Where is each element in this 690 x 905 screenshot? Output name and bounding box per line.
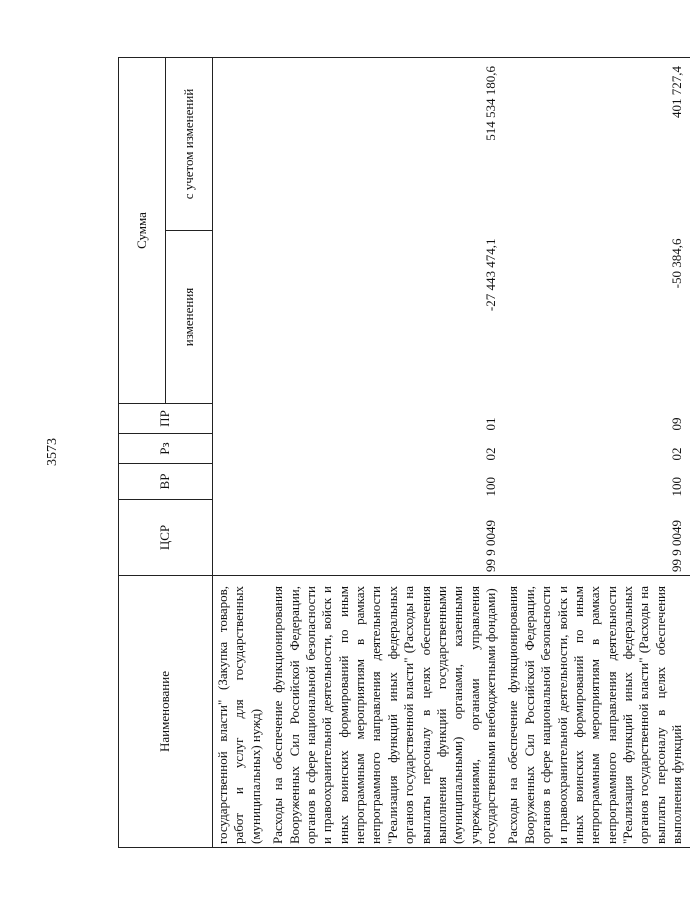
row-change: -27 443 474,1: [483, 238, 498, 312]
row-total: 514 534 180,6: [268, 58, 503, 231]
header-pr: ПР: [119, 404, 213, 434]
table-row: [213, 58, 269, 848]
row-vr: [213, 464, 269, 500]
row-vr: 100: [483, 477, 498, 497]
row-vr: 100: [669, 477, 685, 497]
header-changes: изменения: [166, 231, 213, 404]
header-csr: ЦСР: [119, 500, 213, 576]
row-csr: 99 9 0049: [669, 520, 685, 572]
row-rz: [213, 434, 269, 464]
row-change: -50 384,6: [669, 238, 685, 289]
row-total: 401 727,4: [503, 58, 689, 231]
row-csr: [213, 500, 269, 576]
row-pr: [213, 404, 269, 434]
header-rz: Рз: [119, 434, 213, 464]
row-rz: 02: [669, 447, 685, 461]
row-change: [213, 231, 269, 404]
header-with-changes: с учетом изменений: [166, 58, 213, 231]
rotated-table-page: [118, 58, 685, 848]
budget-table: [118, 57, 690, 848]
header-name: Наименование: [119, 576, 213, 848]
row-total: [213, 58, 269, 231]
row-rz: 02: [483, 447, 498, 461]
header-sum: Сумма: [119, 58, 166, 404]
page-number: 3573: [45, 438, 60, 466]
table-row: [503, 58, 689, 848]
row-pr: 09: [669, 417, 685, 431]
row-csr: 99 9 0049: [483, 520, 498, 572]
row-name: Расходы на обеспечение функционирования Вооруженных Сил Российской Федерации, органов в сфере национальной безопасности и правоохранительной деятельности, войск и иных воинских формирований по иным непрограммным мероприятиям в рамках непрограммного направления деятельности "Реализация функций иных федеральных органов государственной власти" (Расходы на выплаты персоналу в целях обеспечения выполнения функций государственными (муниципальными) органами, казенными учреждениями, органами управления государственными внебюджетными фондами): [268, 576, 503, 848]
header-vr: ВР: [119, 464, 213, 500]
row-name: Расходы на обеспечение функционирования Вооруженных Сил Российской Федерации, органов в сфере национальной безопасности и правоохранительной деятельности, войск и иных воинских формирований по иным непрограммным мероприятиям в рамках непрограммного направления деятельности "Реализация функций иных федеральных органов государственной власти" (Расходы на выплаты персоналу в целях обеспечения выполнения функций: [503, 576, 689, 848]
row-name: государственной власти" (Закупка товаров, работ и услуг для государственных (муниципальных) нужд): [213, 576, 269, 848]
table-row: [268, 58, 503, 848]
row-pr: 01: [483, 417, 498, 431]
